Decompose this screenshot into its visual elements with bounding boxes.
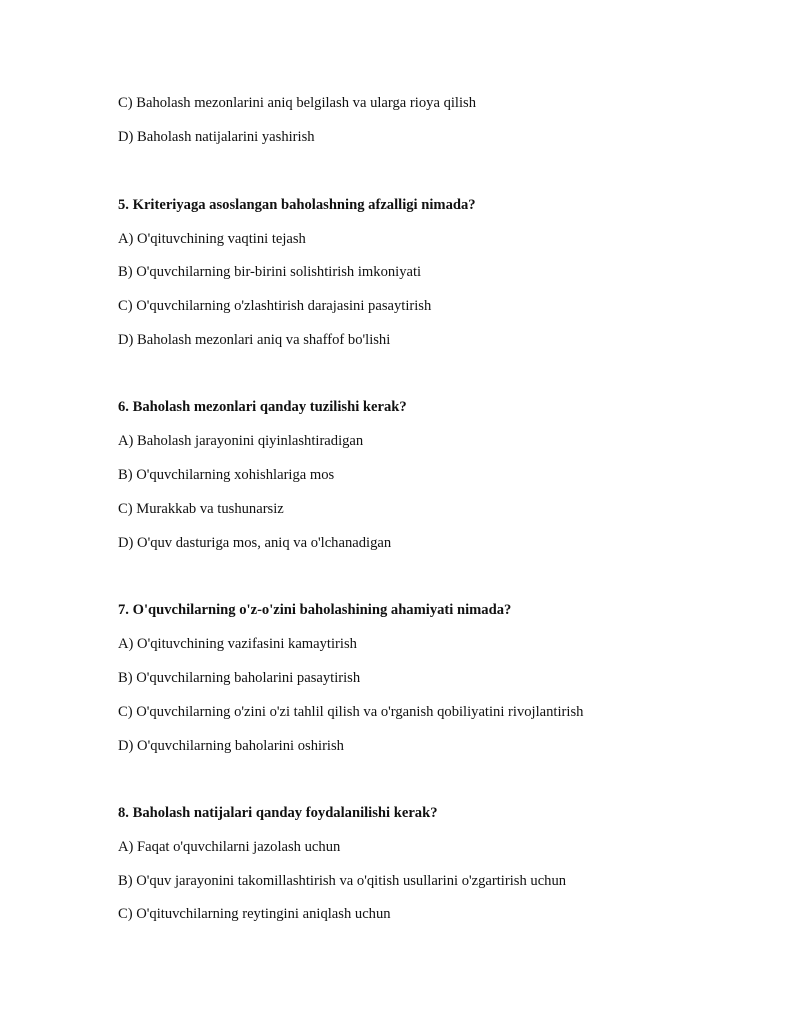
- option-6d: D) O'quv dasturiga mos, aniq va o'lchanadigan: [118, 535, 392, 551]
- option-5b: B) O'quvchilarning bir-birini solishtirish imkoniyati: [118, 264, 422, 280]
- option-6c: C) Murakkab va tushunarsiz: [118, 501, 284, 517]
- question-6: 6. Baholash mezonlari qanday tuzilishi kerak?: [118, 399, 407, 415]
- option-6b: B) O'quvchilarning xohishlariga mos: [118, 467, 335, 483]
- question-5: 5. Kriteriyaga asoslangan baholashning afzalligi nimada?: [118, 197, 476, 213]
- option-4d: D) Baholash natijalarini yashirish: [118, 129, 315, 145]
- option-8a: A) Faqat o'quvchilarni jazolash uchun: [118, 839, 341, 855]
- option-7d: D) O'quvchilarning baholarini oshirish: [118, 738, 344, 754]
- question-7: 7. O'quvchilarning o'z-o'zini baholashining ahamiyati nimada?: [118, 602, 512, 618]
- option-5c: C) O'quvchilarning o'zlashtirish darajasini pasaytirish: [118, 298, 432, 314]
- option-7c: C) O'quvchilarning o'zini o'zi tahlil qilish va o'rganish qobiliyatini rivojlantirish: [118, 704, 584, 720]
- option-5a: A) O'qituvchining vaqtini tejash: [118, 231, 306, 247]
- option-8c: C) O'qituvchilarning reytingini aniqlash uchun: [118, 906, 391, 922]
- option-8b: B) O'quv jarayonini takomillashtirish va o'qitish usullarini o'zgartirish uchun: [118, 873, 567, 889]
- option-7a: A) O'qituvchining vazifasini kamaytirish: [118, 636, 357, 652]
- option-4c: C) Baholash mezonlarini aniq belgilash va ularga rioya qilish: [118, 95, 477, 111]
- option-7b: B) O'quvchilarning baholarini pasaytirish: [118, 670, 361, 686]
- question-8: 8. Baholash natijalari qanday foydalanilishi kerak?: [118, 805, 438, 821]
- option-5d: D) Baholash mezonlari aniq va shaffof bo'lishi: [118, 332, 391, 348]
- option-6a: A) Baholash jarayonini qiyinlashtiradigan: [118, 433, 364, 449]
